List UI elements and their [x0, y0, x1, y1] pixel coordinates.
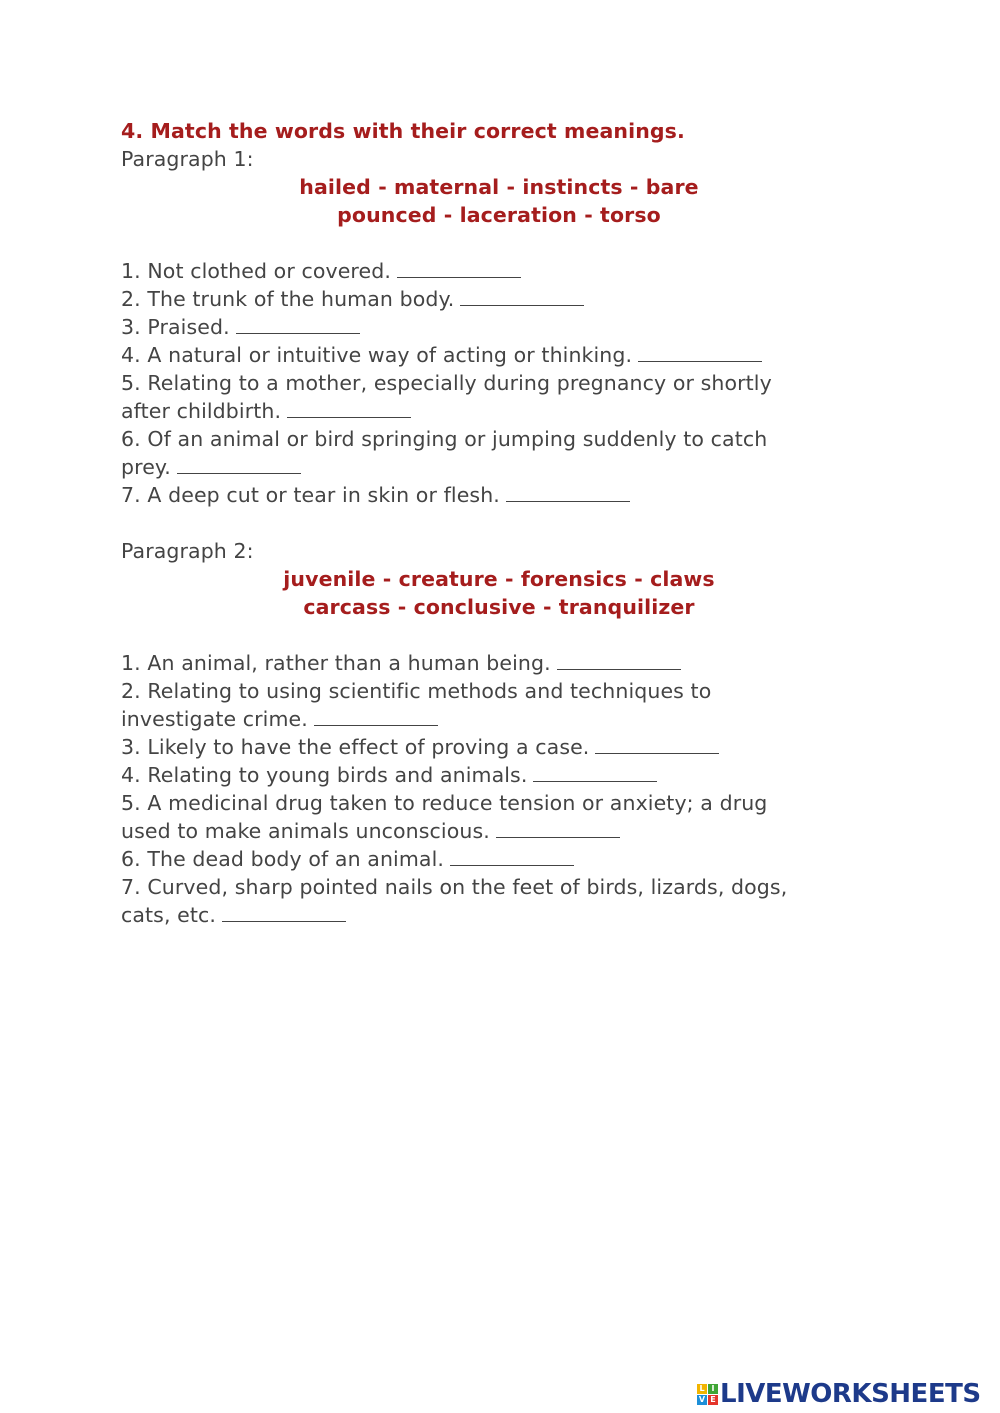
word-bank-2-line-1: juvenile - creature - forensics - claws [283, 567, 715, 591]
worksheet [121, 117, 881, 929]
p1-item-4: 4. A natural or intuitive way of acting or thinking. [121, 341, 881, 369]
answer-blank[interactable] [506, 483, 630, 502]
logo-mark-letter: I [708, 1384, 718, 1394]
p2-item-6: 6. The dead body of an animal. [121, 845, 881, 873]
logo-mark-icon [697, 1384, 718, 1405]
p2-item-5-cont: used to make animals unconscious. [121, 817, 881, 845]
p2-item-1: 1. An animal, rather than a human being. [121, 649, 881, 677]
word-bank-1-line-1: hailed - maternal - instincts - bare [299, 175, 699, 199]
p2-item-2-cont: investigate crime. [121, 705, 881, 733]
answer-blank[interactable] [287, 399, 411, 418]
logo-text: LIVEWORKSHEETS [720, 1379, 981, 1409]
answer-blank[interactable] [177, 455, 301, 474]
p1-item-7: 7. A deep cut or tear in skin or flesh. [121, 481, 881, 509]
p1-item-2: 2. The trunk of the human body. [121, 285, 881, 313]
p1-item-5-cont: after childbirth. [121, 397, 881, 425]
p2-item-7: 7. Curved, sharp pointed nails on the feet of birds, lizards, dogs, [121, 875, 788, 899]
answer-blank[interactable] [595, 735, 719, 754]
answer-blank[interactable] [533, 763, 657, 782]
paragraph-1-label: Paragraph 1: [121, 147, 254, 171]
liveworksheets-logo [697, 1378, 981, 1410]
answer-blank[interactable] [496, 819, 620, 838]
answer-blank[interactable] [236, 315, 360, 334]
word-bank-2-line-2: carcass - conclusive - tranquilizer [303, 595, 695, 619]
answer-blank[interactable] [222, 903, 346, 922]
p1-item-1: 1. Not clothed or covered. [121, 257, 881, 285]
answer-blank[interactable] [397, 259, 521, 278]
exercise-heading: 4. Match the words with their correct meanings. [121, 119, 685, 143]
answer-blank[interactable] [460, 287, 584, 306]
p1-item-3: 3. Praised. [121, 313, 881, 341]
p1-item-6: 6. Of an animal or bird springing or jumping suddenly to catch [121, 427, 768, 451]
spacer [121, 509, 881, 537]
answer-blank[interactable] [314, 707, 438, 726]
p1-item-6-cont: prey. [121, 453, 881, 481]
p2-item-4: 4. Relating to young birds and animals. [121, 761, 881, 789]
answer-blank[interactable] [638, 343, 762, 362]
p2-item-2: 2. Relating to using scientific methods and techniques to [121, 679, 712, 703]
spacer [121, 621, 881, 649]
spacer [121, 229, 881, 257]
logo-mark-letter: L [697, 1384, 707, 1394]
logo-mark-letter: E [708, 1395, 718, 1405]
paragraph-2-label: Paragraph 2: [121, 539, 254, 563]
p1-item-5: 5. Relating to a mother, especially during pregnancy or shortly [121, 371, 772, 395]
logo-mark-letter: V [698, 1394, 706, 1404]
p2-item-3: 3. Likely to have the effect of proving a case. [121, 733, 881, 761]
p2-item-5: 5. A medicinal drug taken to reduce tension or anxiety; a drug [121, 791, 768, 815]
p2-item-7-cont: cats, etc. [121, 901, 881, 929]
word-bank-1-line-2: pounced - laceration - torso [337, 203, 661, 227]
answer-blank[interactable] [557, 651, 681, 670]
answer-blank[interactable] [450, 847, 574, 866]
